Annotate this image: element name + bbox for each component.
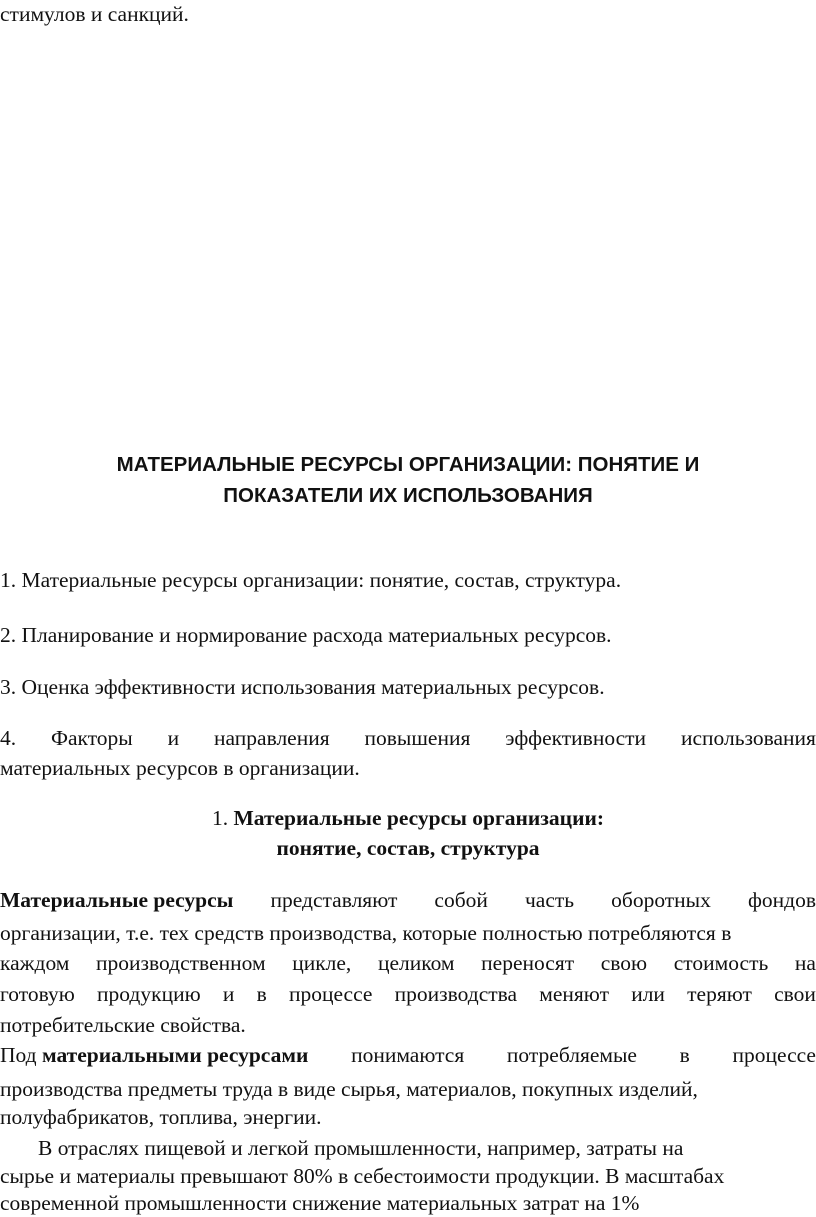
- outline-item-4-word: использования: [680, 726, 816, 750]
- para-2-line-3: полуфабрикатов, топлива, энергии.: [0, 1105, 322, 1129]
- para-2-term: материальными ресурсами: [41, 1043, 309, 1067]
- para-1-word: производства: [394, 982, 518, 1006]
- para-1-word: стоимость: [673, 951, 769, 975]
- para-1-line-1: [0, 883, 816, 917]
- para-1-word: переносят: [481, 951, 575, 975]
- para-1-word: часть: [524, 888, 575, 912]
- para-1-word: целиком: [377, 951, 455, 975]
- para-2-lead-with-term: [0, 1038, 308, 1072]
- previous-page-fragment: стимулов и санкций.: [0, 2, 189, 26]
- para-1-word: и: [222, 982, 235, 1006]
- section-1-title-line-1: [0, 803, 816, 833]
- para-2-line-1: [0, 1038, 816, 1072]
- para-1-word: процессе: [288, 982, 373, 1006]
- para-1-word: теряют: [687, 982, 752, 1006]
- para-1-word: меняют: [539, 982, 609, 1006]
- para-1-line-3: [0, 946, 816, 980]
- outline-item-1: 1. Материальные ресурсы организации: понятие, состав, структура.: [0, 568, 622, 592]
- outline-item-4-word: направления: [214, 726, 330, 750]
- para-2-lead: Под: [0, 1043, 37, 1067]
- para-1-word: на: [794, 951, 816, 975]
- para-1-word: цикле,: [292, 951, 352, 975]
- para-1-word: или: [631, 982, 665, 1006]
- outline-item-4-line-1: [0, 721, 816, 755]
- outline-item-2: 2. Планирование и нормирование расхода материальных ресурсов.: [0, 623, 612, 647]
- para-1-word: продукцию: [97, 982, 201, 1006]
- para-1-word: производственном: [96, 951, 266, 975]
- para-1-word: в: [256, 982, 267, 1006]
- para-2-word: понимаются: [351, 1043, 465, 1067]
- para-2-word: процессе: [732, 1043, 816, 1067]
- section-1-number: 1.: [211, 806, 229, 830]
- section-1-title-line-2: [0, 833, 816, 863]
- para-2-word: в: [679, 1043, 690, 1067]
- para-1-word: представляют: [270, 888, 398, 912]
- para-1-word: свою: [600, 951, 648, 975]
- para-1-term: Материальные ресурсы: [0, 888, 234, 912]
- outline-item-4-word: Факторы: [51, 726, 133, 750]
- para-2-line-2: производства предметы труда в виде сырья, материалов, покупных изделий,: [0, 1077, 698, 1101]
- para-2-word: потребляемые: [506, 1043, 637, 1067]
- section-1-subtitle: понятие, состав, структура: [276, 836, 540, 860]
- para-1-line-5: потребительские свойства.: [0, 1013, 246, 1037]
- outline-item-4-word: повышения: [364, 726, 471, 750]
- para-1-word: свои: [774, 982, 816, 1006]
- para-1-word: оборотных: [611, 888, 711, 912]
- para-1-word: собой: [434, 888, 488, 912]
- document-title-line-2: ПОКАЗАТЕЛИ ИХ ИСПОЛЬЗОВАНИЯ: [223, 484, 593, 507]
- outline-item-4-line-2: материальных ресурсов в организации.: [0, 756, 360, 780]
- outline-item-3: 3. Оценка эффективности использования материальных ресурсов.: [0, 675, 605, 699]
- outline-item-4-word: и: [167, 726, 180, 750]
- para-1-line-2: организации, т.е. тех средств производства, которые полностью потребляются в: [0, 921, 732, 945]
- para-1-line-4: [0, 977, 816, 1011]
- para-3-line-2: сырье и материалы превышают 80% в себестоимости продукции. В масштабах: [0, 1164, 725, 1188]
- para-3-line-1: В отраслях пищевой и легкой промышленности, например, затраты на: [38, 1136, 684, 1160]
- para-3-line-3: современной промышленности снижение материальных затрат на 1%: [0, 1191, 640, 1215]
- para-1-word: каждом: [0, 951, 70, 975]
- outline-item-4-word: 4.: [0, 726, 17, 750]
- document-title-line-1: МАТЕРИАЛЬНЫЕ РЕСУРСЫ ОРГАНИЗАЦИИ: ПОНЯТИЕ И: [116, 453, 700, 476]
- section-1-title-text: Материальные ресурсы организации:: [233, 806, 605, 830]
- para-1-word: готовую: [0, 982, 75, 1006]
- para-1-word: фондов: [747, 888, 816, 912]
- outline-item-4-word: эффективности: [505, 726, 647, 750]
